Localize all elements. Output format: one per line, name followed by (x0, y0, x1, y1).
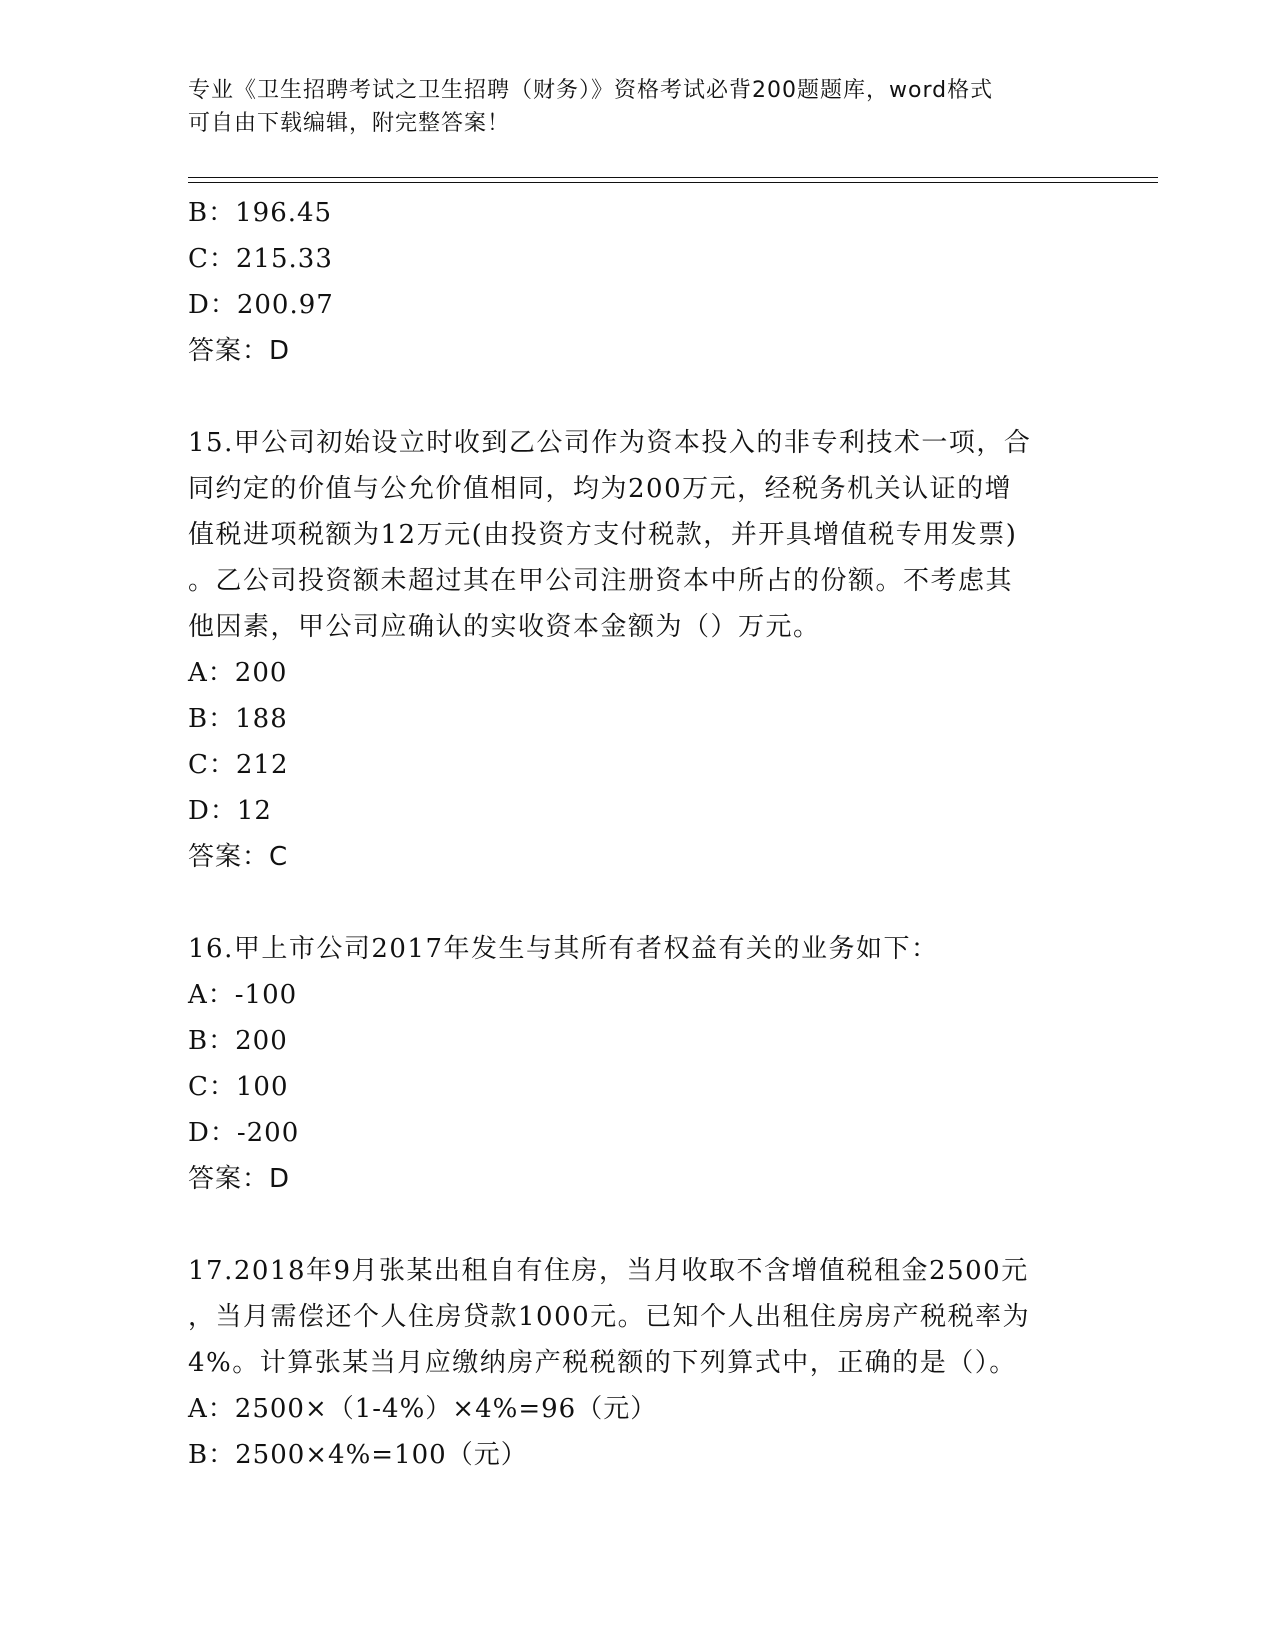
option-b: B：200 (188, 1026, 288, 1056)
header-divider-bottom (188, 182, 1158, 183)
option-b: B：2500×4%=100（元） (188, 1440, 528, 1470)
document-body (188, 190, 1088, 1478)
option-d: D：12 (188, 796, 272, 826)
option-c: C：212 (188, 750, 289, 780)
question-stem (188, 420, 1088, 650)
question-stem (188, 926, 1088, 972)
answer: 答案：D (188, 336, 291, 366)
option-a: A：-100 (188, 980, 298, 1010)
stem-line: 17.2018年9月张某出租自有住房，当月收取不含增值税租金2500元 (188, 1256, 1029, 1286)
option-d: D：200.97 (188, 290, 334, 320)
header-line-1: 专业《卫生招聘考试之卫生招聘（财务）》资格考试必背200题题库，word格式 (188, 78, 994, 103)
question-14 (188, 190, 1088, 374)
stem-line: 同约定的价值与公允价值相同，均为200万元，经税务机关认证的增 (188, 474, 1013, 504)
option-a: A：2500×（1-4%）×4%=96（元） (188, 1394, 658, 1424)
stem-line: 他因素，甲公司应确认的实收资本金额为（）万元。 (188, 612, 821, 642)
answer: 答案：D (188, 1164, 291, 1194)
option-c: C：100 (188, 1072, 289, 1102)
header-divider-top (188, 177, 1158, 178)
option-d: D：-200 (188, 1118, 300, 1148)
stem-line: 15.甲公司初始设立时收到乙公司作为资本投入的非专利技术一项，合 (188, 428, 1032, 458)
question-17 (188, 1248, 1088, 1478)
option-c: C：215.33 (188, 244, 333, 274)
option-a: A：200 (188, 658, 288, 688)
stem-line: ，当月需偿还个人住房贷款1000元。已知个人出租住房房产税税率为 (188, 1302, 1031, 1332)
stem-line: 4%。计算张某当月应缴纳房产税税额的下列算式中，正确的是（）。 (188, 1348, 1017, 1378)
stem-line: 值税进项税额为12万元(由投资方支付税款，并开具增值税专用发票) (188, 520, 1018, 550)
stem-line: 16.甲上市公司2017年发生与其所有者权益有关的业务如下： (188, 934, 939, 964)
header-line-2: 可自由下载编辑，附完整答案！ (188, 111, 511, 136)
option-b: B：196.45 (188, 198, 333, 228)
page-header (188, 74, 1068, 140)
option-b: B：188 (188, 704, 288, 734)
question-stem (188, 1248, 1088, 1386)
question-16 (188, 926, 1088, 1202)
question-15 (188, 420, 1088, 880)
stem-line: 。乙公司投资额未超过其在甲公司注册资本中所占的份额。不考虑其 (188, 566, 1014, 596)
answer: 答案：C (188, 842, 289, 872)
